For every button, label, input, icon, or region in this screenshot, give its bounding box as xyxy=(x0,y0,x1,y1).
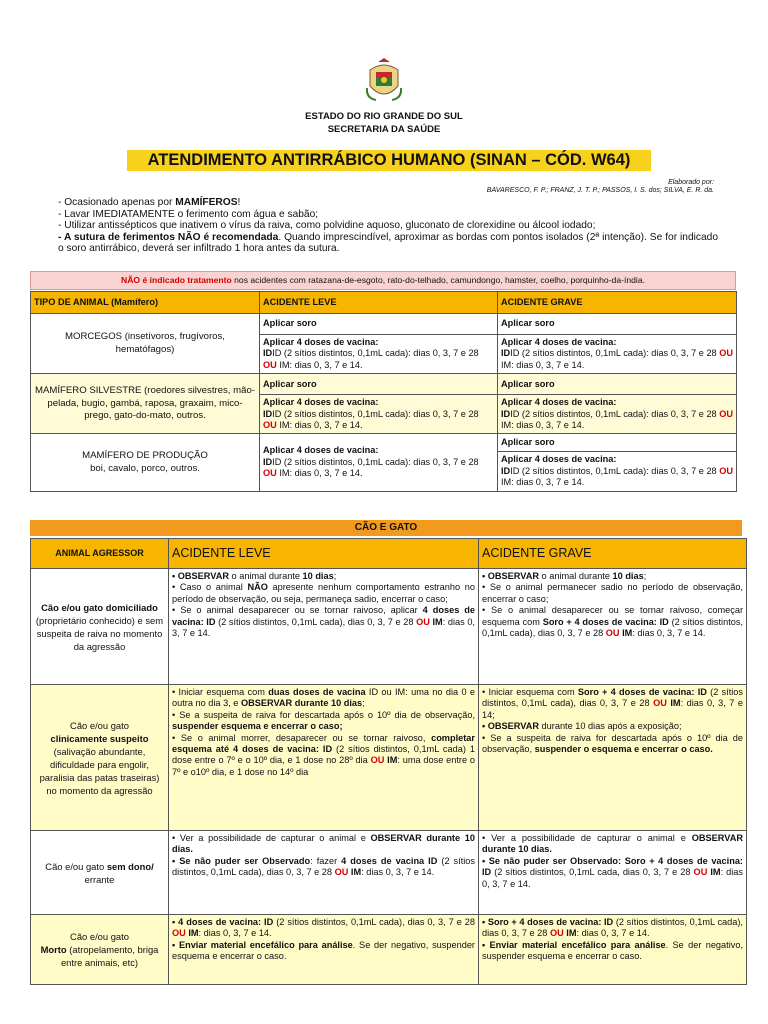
cell-light-stray: • Ver a possibilidade de capturar o animal e OBSERVAR durante 10 dias. • Se não puder ser Observado: fazer 4 doses de vacina ID (2 sítios distintos, 0,1mL cada), dias 0, 3, 7 e 28 OU IM: dias 0, 3, 7 e 14. xyxy=(169,831,479,915)
agent-domiciled: Cão e/ou gato domiciliado (proprietário conhecido) e sem suspeita de raiva no momento da agressão xyxy=(31,569,169,685)
header-light-accident: ACIDENTE LEVE xyxy=(169,539,479,569)
table-row xyxy=(31,374,737,395)
header-severe-accident: ACIDENTE GRAVE xyxy=(479,539,747,569)
table-row xyxy=(31,569,747,685)
cell-severe-domiciled: • OBSERVAR o animal durante 10 dias; • Se o animal permanecer sadio no período de observação, encerrar o caso; • Se o animal desaparecer ou se tornar raivoso, começar esquema com Soro + 4 doses de vacina: ID (2 sítios distintos, 0,1mL cada), dias 0, 3, 7 e 28 OU IM: dias 0, 3, 7 e 14. xyxy=(479,569,747,685)
state-coat-of-arms-icon xyxy=(364,58,404,104)
cell-soro: Aplicar soro xyxy=(498,374,737,395)
no-treatment-warning: NÃO é indicado tratamento nos acidentes com ratazana-de-esgoto, rato-do-telhado, camundongo, hamster, coelho, porquinho-da-índia. xyxy=(30,271,736,290)
dog-cat-section-title: CÃO E GATO xyxy=(30,520,742,536)
page-title: ATENDIMENTO ANTIRRÁBICO HUMANO (SINAN – CÓD. W64) xyxy=(127,150,651,171)
mammal-table-header xyxy=(31,292,737,314)
table-row xyxy=(31,915,747,985)
table-row xyxy=(31,831,747,915)
agent-stray: Cão e/ou gato sem dono/ errante xyxy=(31,831,169,915)
cell-soro: Aplicar soro xyxy=(498,434,737,452)
header-light-accident: ACIDENTE LEVE xyxy=(260,292,498,314)
mammal-table xyxy=(30,291,737,492)
table-row xyxy=(31,685,747,831)
author-label: Elaborado por: xyxy=(668,179,714,186)
animal-wild-mammal: MAMÍFERO SILVESTRE (roedores silvestres, mão-pelada, bugio, gambá, raposa, graxaim, mico-prego, gato-do-mato, outros. xyxy=(31,374,260,434)
animal-production: MAMÍFERO DE PRODUÇÃO boi, cavalo, porco, outros. xyxy=(31,434,260,491)
cell-soro: Aplicar soro xyxy=(498,314,737,335)
note-mammals: - Ocasionado apenas por MAMÍFEROS! xyxy=(58,197,241,208)
care-notes xyxy=(58,197,718,255)
cell-soro: Aplicar soro xyxy=(260,374,498,395)
cell-vaccine: Aplicar 4 doses de vacina: IDID (2 sítios distintos, 0,1mL cada): dias 0, 3, 7 e 28 OU IM: dias 0, 3, 7 e 14. xyxy=(498,335,737,374)
header-animal-type: TIPO DE ANIMAL (Mamífero) xyxy=(31,292,260,314)
cell-vaccine: Aplicar 4 doses de vacina: IDID (2 sítios distintos, 0,1mL cada): dias 0, 3, 7 e 28 OU IM: dias 0, 3, 7 e 14. xyxy=(260,335,498,374)
dog-cat-table-header xyxy=(31,539,747,569)
note-wash: - Lavar IMEDIATAMENTE o ferimento com água e sabão; xyxy=(58,208,319,220)
cell-vaccine: Aplicar 4 doses de vacina: IDID (2 sítios distintos, 0,1mL cada): dias 0, 3, 7 e 28 OU IM: dias 0, 3, 7 e 14. xyxy=(260,395,498,434)
cell-light-suspect: • Iniciar esquema com duas doses de vacina ID ou IM: uma no dia 0 e outra no dia 3, e OBSERVAR durante 10 dias; • Se a suspeita de raiva for descartada após o 10º dia de observação, suspender esquema e encerrar o caso; • Se o animal morrer, desaparecer ou se tornar raivoso, completar esquema até 4 doses de vacina: ID (2 sítios distintos, 0,1mL cada) 1 dose entre o 7º e o 10º dia, e 1 dose no 28º dia OU IM: uma dose entre o 7º e o10º dia, e 1 dose no 14º dia xyxy=(169,685,479,831)
note-suture: - A sutura de ferimentos NÃO é recomendada. Quando imprescindível, aproximar as bordas com pontos isolados (2ª intenção). Se for indicado o soro antirrábico, deverá ser infiltrado 1 hora antes da sutura. xyxy=(58,231,718,254)
cell-severe-stray: • Ver a possibilidade de capturar o animal e OBSERVAR durante 10 dias. • Se não puder ser Observado: Soro + 4 doses de vacina: ID (2 sítios distintos, 0,1mL cada, dias 0, 3, 7 e 28 OU IM: dias 0, 3, 7 e 14. xyxy=(479,831,747,915)
cell-vaccine: Aplicar 4 doses de vacina: IDID (2 sítios distintos, 0,1mL cada): dias 0, 3, 7 e 28 OU IM: dias 0, 3, 7 e 14. xyxy=(260,434,498,491)
agent-suspect: Cão e/ou gato clinicamente suspeito (salivação abundante, dificuldade para engolir, paralisia das patas traseiras) no momento da agressão xyxy=(31,685,169,831)
cell-light-dead: • 4 doses de vacina: ID (2 sítios distintos, 0,1mL cada), dias 0, 3, 7 e 28 OU IM: dias 0, 3, 7 e 14. • Enviar material encefálico para análise. Se der negativo, suspender esquema e encerrar o caso. xyxy=(169,915,479,985)
note-antiseptics: - Utilizar antissépticos que inativem o vírus da raiva, como polvidine aquoso, gluconato de clorexidine ou álcool iodado; xyxy=(58,220,596,231)
header-severe-accident: ACIDENTE GRAVE xyxy=(498,292,737,314)
cell-severe-suspect: • Iniciar esquema com Soro + 4 doses de vacina: ID (2 sítios distintos, 0,1mL cada), dias 0, 3, 7 e 28 OU IM: dias 0, 3, 7 e 14; • OBSERVAR durante 10 dias após a exposição; • Se a suspeita de raiva for descartada após o 10º dia de observação, suspender o esquema e encerrar o caso. xyxy=(479,685,747,831)
author-names: BAVARESCO, F. P.; FRANZ, J. T. P.; PASSOS, I. S. dos; SILVA, E. R. da. xyxy=(486,187,714,194)
state-name: ESTADO DO RIO GRANDE DO SUL xyxy=(305,111,463,122)
table-row xyxy=(31,434,737,452)
animal-bats: MORCEGOS (insetívoros, frugívoros, hematófagos) xyxy=(31,314,260,374)
header-aggressor: ANIMAL AGRESSOR xyxy=(31,539,169,569)
cell-soro: Aplicar soro xyxy=(260,314,498,335)
cell-vaccine: Aplicar 4 doses de vacina: IDID (2 sítios distintos, 0,1mL cada): dias 0, 3, 7 e 28 OU IM: dias 0, 3, 7 e 14. xyxy=(498,452,737,491)
dog-cat-table xyxy=(30,538,747,985)
agent-dead: Cão e/ou gato Morto (atropelamento, briga entre animais, etc) xyxy=(31,915,169,985)
table-row xyxy=(31,314,737,335)
secretaria-name: SECRETARIA DA SAÚDE xyxy=(327,124,441,135)
cell-severe-dead: • Soro + 4 doses de vacina: ID (2 sítios distintos, 0,1mL cada), dias 0, 3, 7 e 28 OU IM: dias 0, 3, 7 e 14. • Enviar material encefálico para análise. Se der negativo, suspender esquema e encerrar o caso. xyxy=(479,915,747,985)
cell-light-domiciled: • OBSERVAR o animal durante 10 dias; • Caso o animal NÃO apresente nenhum comportamento estranho no período de observação, ou seja, permaneça sadio, encerrar o caso; • Se o animal desaparecer ou se tornar raivoso, aplicar 4 doses de vacina: ID (2 sítios distintos, 0,1mL cada), dias 0, 3, 7 e 28 OU IM: dias 0, 3, 7 e 14. xyxy=(169,569,479,685)
cell-vaccine: Aplicar 4 doses de vacina: IDID (2 sítios distintos, 0,1mL cada): dias 0, 3, 7 e 28 OU IM: dias 0, 3, 7 e 14. xyxy=(498,395,737,434)
